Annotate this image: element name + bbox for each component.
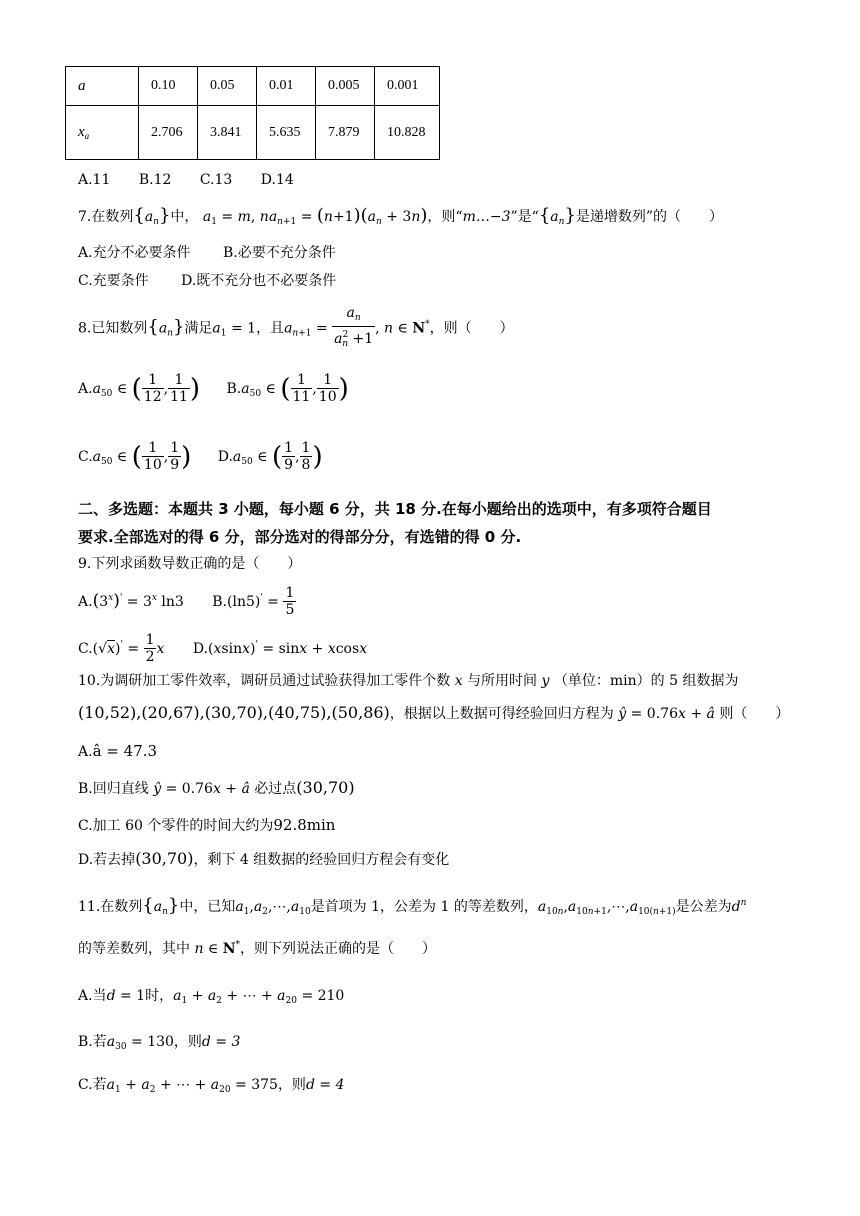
- question-10-stem-line2: (10,52),(20,67),(30,70),(40,75),(50,86)，根据以上数据可得经验回归方程为 ŷ = 0.76x + â 则（ ）: [78, 703, 790, 722]
- table-cell: 0.01: [257, 67, 316, 106]
- question-8-options-ab: [78, 372, 349, 405]
- option-b: $B.a_{50}$ ∈ ( $\frac{1}{11}$ , $\frac{1}{10}$ ): [226, 372, 349, 405]
- option-a: $A.a_{50}$ ∈ ( $\frac{1}{12}$ , $\frac{1}{11}$ ): [78, 372, 201, 405]
- question-11-option-b: B.若$a_{30} = 130$，则d = 3: [78, 1034, 241, 1052]
- table-cell: 0.10: [139, 67, 198, 106]
- option-a: A.充分不必要条件: [78, 245, 191, 261]
- question-11-stem-line2: 的等差数列，其中 n ∈ N*，则下列说法正确的是（ ）: [78, 940, 437, 957]
- option-b: B.必要不充分条件: [223, 245, 336, 261]
- table-row-label: $x_a$: [66, 106, 139, 160]
- option-b: B.(ln5)' = $\frac{1}{5}$: [212, 585, 295, 618]
- table-cell: 0.001: [375, 67, 440, 106]
- question-11-option-a: A.当d = 1时，$a_1 + a_2$ + ⋯ + $a_{20} = 210$: [78, 988, 345, 1006]
- q6-options: [78, 172, 294, 188]
- section-heading-line2: 要求.全部选对的得 6 分，部分选对的得部分分，有选错的得 0 分.: [78, 528, 522, 546]
- question-10-option-d: D.若去掉(30,70)，剩下 4 组数据的经验回归方程会有变化: [78, 849, 450, 868]
- option-c: C.(√x)' = $\frac{1}{2}$ x: [78, 632, 165, 665]
- table-cell: 0.05: [198, 67, 257, 106]
- question-11-option-c: C.若$a_1 + a_2$ + ⋯ + $a_{20} = 375$，则d = 4: [78, 1077, 345, 1095]
- question-9-options-ab: [78, 585, 296, 618]
- option-d: D.既不充分也不必要条件: [181, 273, 337, 289]
- section-heading-line1: 二、多选题：本题共 3 小题，每小题 6 分，共 18 分.在每小题给出的选项中，有多项符合题目: [78, 500, 712, 518]
- option-d: $D.a_{50}$ ∈ ( $\frac{1}{9}$ , $\frac{1}{8}$ ): [217, 440, 323, 473]
- table-cell: 3.841: [198, 106, 257, 160]
- table-cell: 2.706: [139, 106, 198, 160]
- critical-value-table: [65, 66, 440, 160]
- option-c: C.充要条件: [78, 273, 149, 289]
- question-9-stem: 9.下列求函数导数正确的是（ ）: [78, 556, 302, 572]
- table-cell: 5.635: [257, 106, 316, 160]
- table-header-alpha: a: [66, 67, 139, 106]
- option-a: A.11: [78, 172, 111, 188]
- question-7-options-ab: [78, 242, 336, 262]
- question-10-stem-line1: 10.为调研加工零件效率，调研员通过试验获得加工零件个数 x 与所用时间 y （单位：min）的 5 组数据为: [78, 673, 739, 689]
- question-7-stem: 7.在数列$\{a_n\}$中， $a_1 = m$, $na_{n+1} = (n+1)(a_n + 3n)$，则“m…−3”是“$\{a_n\}$是递增数列”的（ ）: [78, 205, 724, 227]
- table-cell: 0.005: [316, 67, 375, 106]
- option-b: B.12: [138, 172, 172, 188]
- question-8-options-cd: [78, 440, 323, 473]
- question-8-stem: 8.已知数列$\{a_n\}$满足$a_1 = 1$，且$a_{n+1}$ = $\frac{a_n}{a^2_n +1}$ , n ∈ N*，则（ ）: [78, 305, 514, 349]
- option-a: $A.(3^x)' = 3^x$ ln3: [78, 590, 184, 611]
- table-cell: 7.879: [316, 106, 375, 160]
- question-10-option-b: B.回归直线 ŷ = 0.76x + â 必过点(30,70): [78, 778, 355, 797]
- option-d: D.14: [260, 172, 294, 188]
- question-10-option-a: A.â = 47.3: [78, 742, 158, 760]
- option-d: D.(xsinx)' = sinx + xcosx: [192, 639, 368, 657]
- question-10-option-c: C.加工 60 个零件的时间大约为92.8min: [78, 816, 336, 834]
- question-11-stem-line1: 11.在数列$\{a_n\}$中，已知$a_1,a_2,\cdots,a_{10}$是首项为 1，公差为 1 的等差数列，$a_{10n},a_{10n+1},\cdots,a_{10(n+1)}$是公差为$d^n$: [78, 895, 747, 917]
- question-7-options-cd: [78, 270, 336, 290]
- option-c: C.13: [199, 172, 233, 188]
- option-c: $C.a_{50}$ ∈ ( $\frac{1}{10}$ , $\frac{1}{9}$ ): [78, 440, 192, 473]
- table-cell: 10.828: [375, 106, 440, 160]
- question-9-options-cd: [78, 632, 367, 665]
